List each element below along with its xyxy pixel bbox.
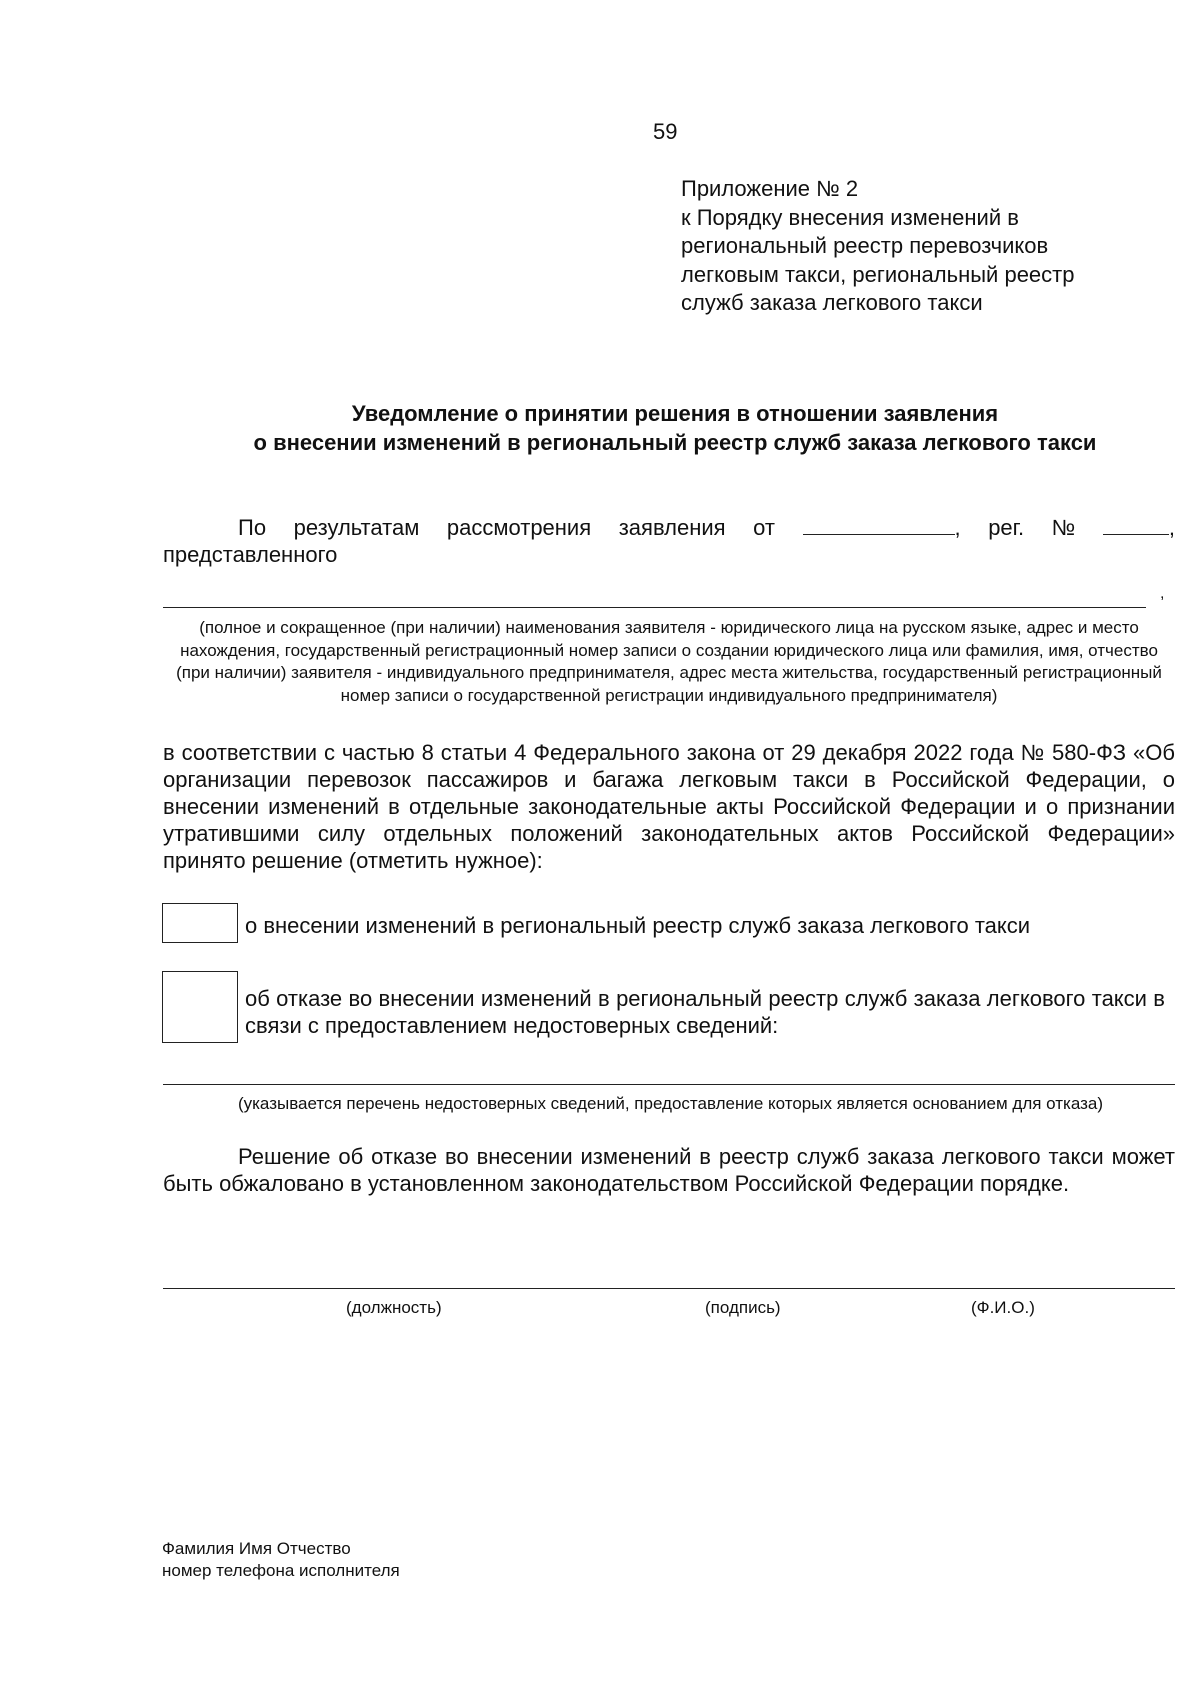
signature-line[interactable] [163,1288,1175,1289]
appendix-line-2: к Порядку внесения изменений в [681,204,1019,230]
intro-paragraph [163,514,1175,568]
reason-field-line[interactable] [163,1084,1175,1085]
position-caption: (должность) [346,1298,442,1317]
reg-number-field[interactable]: , [1103,514,1175,541]
number-label: № [1051,515,1076,540]
legal-basis-paragraph: в соответствии с частью 8 статьи 4 Федерального закона от 29 декабря 2022 года № 580-ФЗ «Об организации перевозок пассажиров и багажа легковым такси в Российской Федерации, о внесении изменений в отдельные законодательные акты Российской Федерации и о признании утратившими силу отдельных положений законодательных актов Российской Федерации» принято решение (отметить нужное): [163,740,1175,873]
reason-caption: (указывается перечень недостоверных сведений, предоставление которых является основанием для отказа) [237,1094,1104,1113]
reg-label: рег. [988,515,1025,540]
refuse-checkbox[interactable] [162,971,238,1043]
page-number: 59 [653,119,678,144]
appendix-line-1: Приложение № 2 [681,176,859,201]
executor-name: Фамилия Имя Отчество [162,1539,351,1558]
executor-block [162,1538,400,1582]
intro-word: рассмотрения [446,515,592,540]
date-field[interactable]: , [803,514,961,541]
intro-word: результатам [293,515,420,540]
executor-phone: номер телефона исполнителя [162,1561,400,1580]
title-line-2: о внесении изменений в региональный реестр служб заказа легкового такси [253,429,1097,455]
applicant-field-line[interactable] [163,607,1146,608]
appendix-line-3: региональный реестр перевозчиков [681,233,1049,258]
applicant-caption: (полное и сокращенное (при наличии) наименования заявителя - юридического лица на русском языке, адрес и место нахождения, государственный регистрационный номер записи о создании юридического лица или фамилия, имя, отчество (при наличии) заявителя - индивидуального предпринимателя, адрес места жительства, государственный регистрационный номер записи о государственной регистрации индивидуального предпринимателя) [176,618,1162,705]
applicant-line-comma: , [1160,585,1165,602]
title-line-1: Уведомление о принятии решения в отношении заявления [351,401,999,426]
document-title [150,400,1200,457]
signature-caption: (подпись) [705,1298,781,1317]
approve-option-label: о внесении изменений в региональный реестр служб заказа легкового такси [245,913,1031,938]
intro-word: от [753,515,775,540]
appendix-line-5: служб заказа легкового такси [681,290,983,315]
intro-word: По [238,515,267,540]
full-name-caption: (Ф.И.О.) [971,1298,1035,1317]
intro-line-1 [163,514,1175,541]
appendix-block [681,175,1074,318]
appeal-paragraph: Решение об отказе во внесении изменений в реестр служб заказа легкового такси может быть обжаловано в установленном законодательством Российской Федерации порядке. [163,1144,1175,1196]
intro-word: заявления [618,515,726,540]
appendix-line-4: легковым такси, региональный реестр [681,261,1075,287]
intro-line-2: представленного [163,542,338,567]
approve-checkbox[interactable] [162,903,238,943]
refuse-option-label: об отказе во внесении изменений в региональный реестр служб заказа легкового такси в связи с предоставлением недостоверных сведений: [245,986,1165,1038]
